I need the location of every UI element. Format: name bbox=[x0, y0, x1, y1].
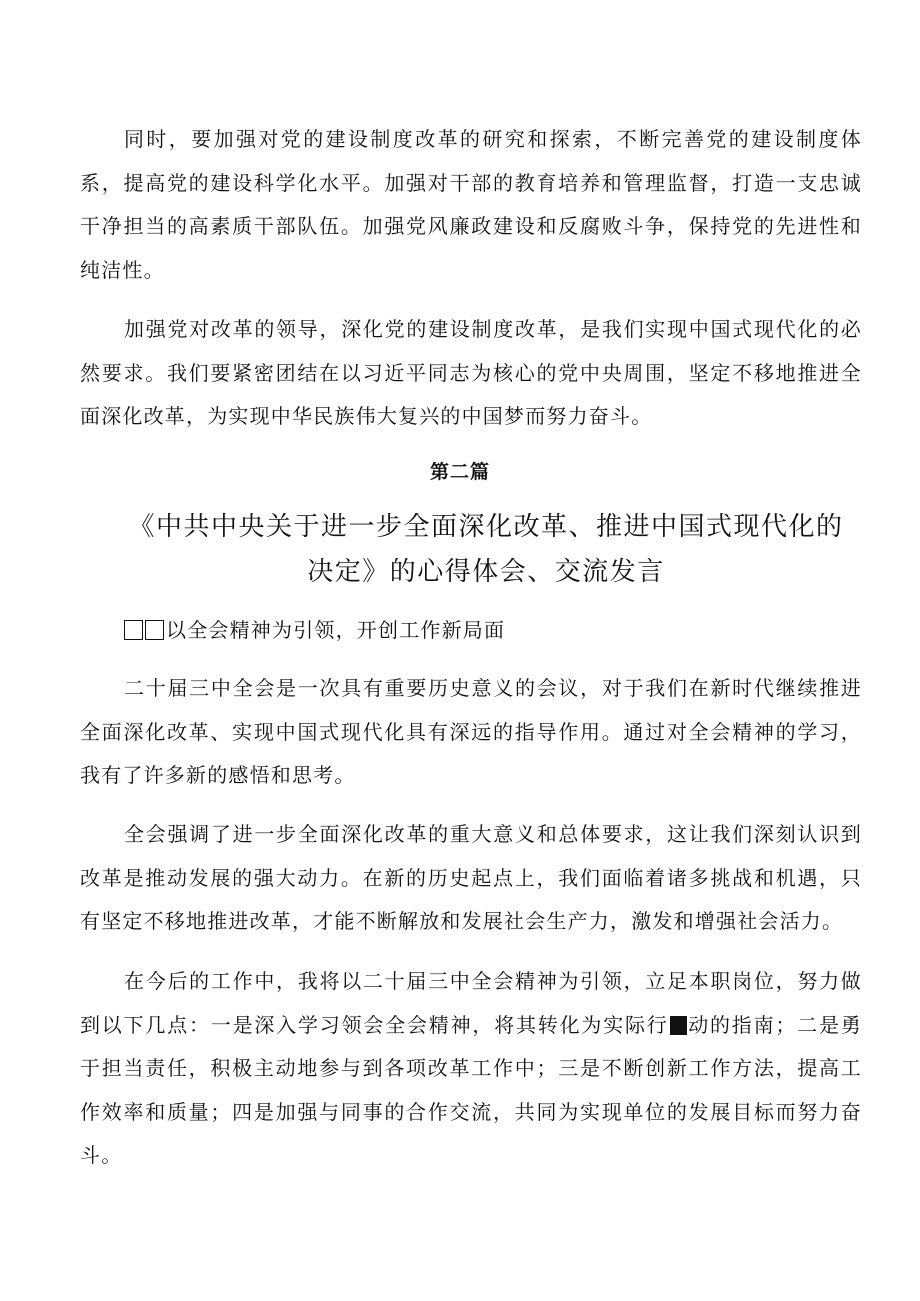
section-heading: 第二篇 bbox=[429, 461, 490, 483]
subtitle bbox=[124, 612, 505, 648]
paragraph-reform-momentum: 全会强调了进一步全面深化改革的重大意义和总体要求，这让我们深刻认识到改革是推动发展的强大动力。在新的历史起点上，我们面临着诸多挑战和机遇，只有坚定不移地推进改革，才能不断解放和发展社会生产力，激发和增强社会活力。 bbox=[80, 822, 862, 933]
subtitle-text: 以全会精神为引领，开创工作新局面 bbox=[166, 618, 506, 642]
missing-glyph-box-icon bbox=[124, 620, 143, 640]
paragraph-reform-leadership: 加强党对改革的领导，深化党的建设制度改革，是我们实现中国式现代化的必然要求。我们要紧密团结在以习近平同志为核心的党中央周围，坚定不移地推进全面深化改革，为实现中华民族伟大复兴的中国梦而努力奋斗。 bbox=[80, 317, 862, 428]
paragraph-text-part-1: 在今后的工作中，我将以二十届三中全会精神为引领，立足本职岗位，努力做到以下几点：一是深入学习领会全会精神，将其转化为实际行 bbox=[80, 969, 862, 1037]
missing-glyph-box-icon bbox=[145, 620, 164, 640]
paragraph-work-commitments bbox=[80, 960, 862, 1178]
paragraph-party-building-system: 同时，要加强对党的建设制度改革的研究和探索，不断完善党的建设制度体系，提高党的建设科学化水平。加强对干部的教育培养和管理监督，打造一支忠诚干净担当的高素质干部队伍。加强党风廉政建设和反腐败斗争，保持党的先进性和纯洁性。 bbox=[80, 127, 862, 282]
paragraph-plenum-significance: 二十届三中全会是一次具有重要历史意义的会议，对于我们在新时代继续推进全面深化改革、实现中国式现代化具有深远的指导作用。通过对全会精神的学习，我有了许多新的感悟和思考。 bbox=[80, 676, 862, 787]
filled-square-glyph-icon bbox=[670, 1016, 687, 1035]
paragraph-text-part-2: 动的指南；二是勇于担当责任，积极主动地参与到各项改革工作中；三是不断创新工作方法，提高工作效率和质量；四是加强与同事的合作交流，共同为实现单位的发展目标而努力奋斗。 bbox=[80, 1012, 862, 1167]
document-title: 《中共中央关于进一步全面深化改革、推进中国式现代化的决定》的心得体会、交流发言 bbox=[128, 512, 844, 587]
